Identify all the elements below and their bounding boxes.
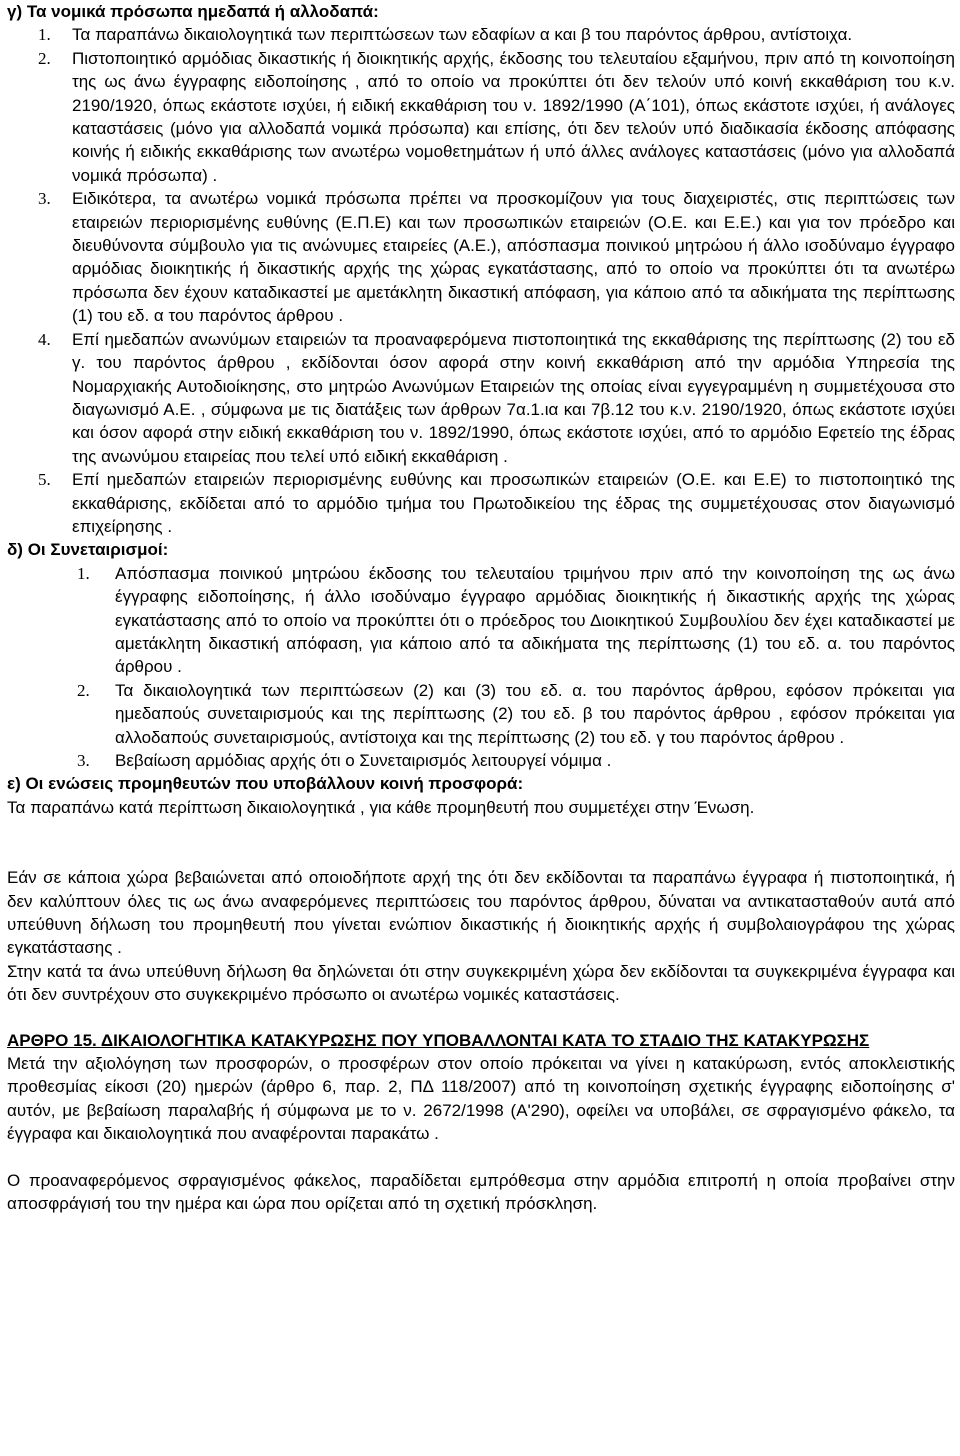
item-number: 2. — [77, 680, 90, 700]
paragraph: Στην κατά τα άνω υπεύθυνη δήλωση θα δηλώνεται ότι στην συγκεκριμένη χώρα δεν εκδίδονται τα συγκεκριμένα έγγραφα και ότι δεν συντρέχουν στο συγκεκριμένο πρόσωπο οι ανωτέρω νομικές καταστάσεις. — [7, 961, 955, 1005]
item-text: Απόσπασμα ποινικού μητρώου έκδοσης του τελευταίου τριμήνου πριν από την κοινοποίηση της ως άνω έγγραφης ειδοποίησης, ή άλλο ισοδύναμο έγγραφο αρμόδιας διοικητικής ή δικαστικής αρχής της χώρας εγκατάστασης από το οποίο να προκύπτει ότι ο πρόεδρος του Διοικητικού Συμβουλίου δεν έχει καταδικαστεί με αμετάκλητη δικαστική απόφαση, για κάποιο από τα αδικήματα της περίπτωσης (1) του εδ. α. του παρόντος άρθρου . — [115, 563, 955, 677]
item-number: 1. — [38, 25, 51, 45]
article-15-paragraph: Μετά την αξιολόγηση των προσφορών, ο προσφέρων στον οποίο πρόκειται να γίνει η κατακύρωση, εντός αποκλειστικής προθεσμίας είκοσι (20) ημερών (άρθρο 6, παρ. 2, ΠΔ 118/2007) από τη κοινοποίηση σχετικής έγγραφης ειδοποίησης σ' αυτόν, με βεβαίωση παραλαβής ή σύμφωνα με το ν. 2672/1998 (Α'290), οφείλει να υποβάλει, σε σφραγισμένο φάκελο, τα έγγραφα και δικαιολογητικά που αναφέρονται παρακάτω . — [7, 1054, 955, 1144]
document-page — [7, 0, 955, 1216]
item-text: Τα δικαιολογητικά των περιπτώσεων (2) και (3) του εδ. α. του παρόντος άρθρου, εφόσον πρόκειται για ημεδαπούς συνεταιρισμούς και της περίπτωσης (2) του εδ. β του παρόντος άρθρου , εφόσον πρόκειται για αλλοδαπούς συνεταιρισμούς, αντίστοιχα και της περίπτωσης (2) του εδ. γ του παρόντος άρθρου . — [115, 680, 955, 747]
paragraph: Εάν σε κάποια χώρα βεβαιώνεται από οποιοδήποτε αρχή της ότι δεν εκδίδονται τα παραπάνω έγγραφα ή πιστοποιητικά, ή δεν καλύπτουν όλες τις ως άνω αναφερόμενες περιπτώσεις του παρόντος άρθρου, δύναται να αντικατασταθούν αυτά από υπεύθυνη δήλωση του προμηθευτή που γίνεται ενώπιον δικαστικής ή διοικητικής αρχής ή συμβολαιογράφου της χώρας εγκατάστασης . — [7, 868, 955, 958]
section-d-heading: δ) Οι Συνεταιρισμοί: — [7, 540, 169, 560]
article-15-paragraph: Ο προαναφερόμενος σφραγισμένος φάκελος, παραδίδεται εμπρόθεσμα στην αρμόδια επιτροπή η οποία προβαίνει στην αποσφράγισή του την ημέρα και ώρα που ορίζεται από τη σχετική πρόσκληση. — [7, 1170, 955, 1214]
list-item — [7, 562, 955, 679]
item-text: Τα παραπάνω δικαιολογητικά των περιπτώσεων των εδαφίων α και β του παρόντος άρθρου, αντίστοιχα. — [72, 25, 853, 45]
item-text: Πιστοποιητικό αρμόδιας δικαστικής ή διοικητικής αρχής, έκδοσης του τελευταίου εξαμήνου, πριν από τη κοινοποίηση της ως άνω έγγραφης ειδοποίησης , από το οποίο να προκύπτει ότι δεν τελούν υπό κοινή εκκαθάριση του κ.ν. 2190/1920, όπως εκάστοτε ισχύει, ή ειδική εκκαθάριση του ν. 1892/1990 (Α΄101), όπως εκάστοτε ισχύει, ή ανάλογες καταστάσεις (μόνο για αλλοδαπά νομικά πρόσωπα) και επίσης, ότι δεν τελούν υπό διαδικασία έκδοσης απόφασης κοινής ή ειδικής εκκαθάρισης των ανωτέρω νομοθετημάτων ή υπό άλλες ανάλογες καταστάσεις (μόνο για αλλοδαπά νομικά πρόσωπα) . — [72, 48, 955, 185]
item-number: 3. — [38, 189, 51, 209]
item-text: Βεβαίωση αρμόδιας αρχής ότι ο Συνεταιρισμός λειτουργεί νόμιμα . — [115, 751, 612, 770]
list-item — [7, 679, 955, 749]
item-number: 4. — [38, 329, 51, 349]
item-number: 5. — [38, 470, 51, 490]
item-text: Επί ημεδαπών ανωνύμων εταιρειών τα προαναφερόμενα πιστοποιητικά της εκκαθάρισης της περίπτωσης (2) του εδ γ. του παρόντος άρθρου , εκδίδονται όσον αφορά στην κοινή εκκαθάριση από την αρμόδια Υπηρεσία της Νομαρχιακής Αυτοδιοίκησης, στο μητρώο Ανωνύμων Εταιρειών της οποίας είναι εγγεγραμμένη η συμμετέχουσα στο διαγωνισμό Α.Ε. , σύμφωνα με τις διατάξεις των άρθρων 7α.1.ια και 7β.12 του κ.ν. 2190/1920, όπως εκάστοτε ισχύει και όσον αφορά στην ειδική εκκαθάριση του ν. 1892/1990, όπως εκάστοτε ισχύει, από το αρμόδιο Εφετείο της έδρας της ανωνύμου εταιρείας που τελεί υπό ειδική εκκαθάριση . — [72, 329, 955, 466]
list-item — [7, 328, 955, 468]
section-e-heading: ε) Οι ενώσεις προμηθευτών που υποβάλλουν κοινή προσφορά: — [7, 774, 524, 794]
list-item — [7, 749, 955, 772]
list-item — [7, 47, 955, 187]
item-number: 2. — [38, 48, 51, 68]
item-text: Ειδικότερα, τα ανωτέρω νομικά πρόσωπα πρέπει να προσκομίζουν για τους διαχειριστές, στις περιπτώσεις των εταιρειών περιορισμένης ευθύνης (Ε.Π.Ε) και των προσωπικών εταιρειών (Ο.Ε. και Ε.Ε.) και για τον πρόεδρο και διευθύνοντα σύμβουλο για τις ανώνυμες εταιρείες (Α.Ε.), απόσπασμα ποινικού μητρώου ή άλλο ισοδύναμο έγγραφο αρμόδιας διοικητικής ή δικαστικής αρχής της χώρας εγκατάστασης, από το οποίο να προκύπτει ότι τα ανωτέρω πρόσωπα δεν έχουν καταδικαστεί με αμετάκλητη δικαστική απόφαση, για κάποιο από τα αδικήματα της περίπτωσης (1) του εδ. α του παρόντος άρθρου . — [72, 189, 955, 326]
section-e-text: Τα παραπάνω κατά περίπτωση δικαιολογητικά , για κάθε προμηθευτή που συμμετέχει στην Ένωση. — [7, 797, 755, 817]
list-item — [7, 23, 955, 46]
list-item — [7, 468, 955, 538]
article-15-heading: ΑΡΘΡΟ 15. ΔΙΚΑΙΟΛΟΓΗΤΙΚΑ ΚΑΤΑΚΥΡΩΣΗΣ ΠΟΥ ΥΠΟΒΑΛΛΟΝΤΑΙ ΚΑΤΑ ΤΟ ΣΤΑΔΙΟ ΤΗΣ ΚΑΤΑΚΥΡΩΣΗΣ — [7, 1030, 870, 1050]
item-number: 3. — [77, 751, 90, 770]
list-item — [7, 187, 955, 327]
item-number: 1. — [77, 563, 90, 583]
item-text: Επί ημεδαπών εταιρειών περιορισμένης ευθύνης και προσωπικών εταιρειών (Ο.Ε. και Ε.Ε) το πιστοποιητικό της εκκαθάρισης, εκδίδεται από το αρμόδιο τμήμα του Πρωτοδικείου της έδρας της συμμετέχουσας στον διαγωνισμό επιχείρησης . — [72, 470, 955, 536]
section-g-heading: γ) Τα νομικά πρόσωπα ημεδαπά ή αλλοδαπά: — [7, 2, 379, 21]
